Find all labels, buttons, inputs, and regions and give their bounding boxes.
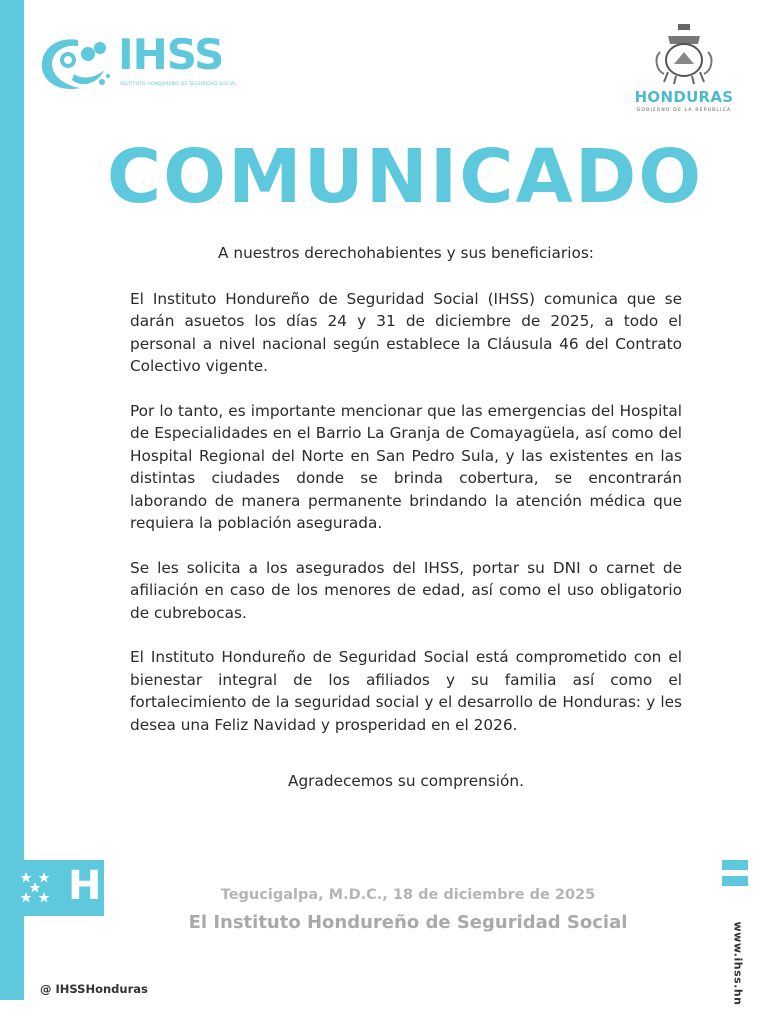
ihss-wordmark: IHSS — [118, 30, 224, 79]
social-handle: @ IHSSHonduras — [40, 982, 148, 996]
website-url: www.ihss.hn — [731, 921, 745, 1006]
place-and-date: Tegucigalpa, M.D.C., 18 de diciembre de 2025 — [220, 887, 596, 903]
paragraph-commitment: El Instituto Hondureño de Seguridad Social está comprometido con el bienestar integral de los afiliados y su familia así como el fortalecimiento de la seguridad social y el desarrollo de Honduras: y les desea una Feliz Navidad y prosperidad en el 2026. — [130, 648, 682, 734]
signature-line: El Instituto Hondureño de Seguridad Social — [188, 912, 628, 933]
gov-wordmark: HONDURAS — [634, 88, 734, 106]
paragraph-emergencies: Por lo tanto, es importante mencionar que las emergencias del Hospital de Especialidades en el Barrio La Granja de Comayagüela, así como del Hospital Regional del Norte en San Pedro Sula, y las existentes en las distintas ciudades donde se brinda cobertura, se encontrarán laborando de manera permanente brindando la atención médica que requiera la población asegurada. — [130, 401, 682, 532]
closing-line: Agradecemos su comprensión. — [288, 772, 524, 790]
gov-subtitle: GOBIERNO DE LA REPÚBLICA — [636, 108, 732, 113]
coat-of-arms-icon — [624, 22, 744, 86]
right-decoration — [722, 860, 750, 892]
ihss-subtitle: INSTITUTO HONDUREÑO DE SEGURIDAD SOCIAL — [120, 82, 238, 87]
honduras-government-logo — [624, 22, 744, 122]
ihss-emblem-icon — [38, 34, 116, 94]
badge-letter: H — [68, 863, 102, 909]
deco-bar — [722, 876, 748, 886]
paragraph-requirements: Se les solicita a los asegurados del IHSS, portar su DNI o carnet de afiliación en caso de los menores de edad, así como el uso obligatorio de cubrebocas. — [130, 558, 682, 622]
deco-bar — [722, 860, 748, 870]
communique-body — [130, 242, 682, 793]
salutation: A nuestros derechohabientes y sus beneficiarios: — [218, 244, 594, 262]
ihss-logo — [38, 30, 238, 94]
page-title: COMUNICADO — [106, 134, 704, 220]
paragraph-holidays: El Instituto Hondureño de Seguridad Social (IHSS) comunica que se darán asuetos los días 24 y 31 de diciembre de 2025, a todo el personal a nivel nacional según establece la Cláusula 46 del Contrato Colectivo vigente. — [130, 289, 682, 375]
